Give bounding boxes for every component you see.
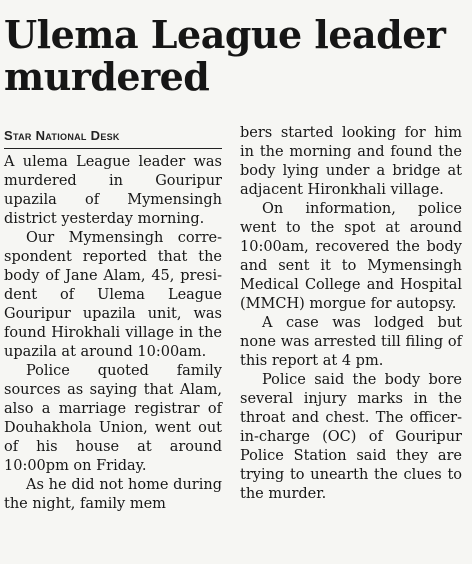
paragraph: A ulema League leader was murdered in Gouripur upazila of Mymensingh district yesterday morning. [4,154,222,227]
headline: Ulema League leader murdered [4,12,446,99]
paragraph: Police said the body bore several injury marks in the throat and chest. The officer-in-charge (OC) of Gouripur Police Station said they are trying to unearth the clues to the murder. [240,372,462,502]
paragraph: Police quoted family sources as saying that Alam, also a marriage registrar of Douhakhola Union, went out of his house at around 10:00pm on Friday. [4,363,222,474]
paragraph: As he did not home during the night, family mem [4,477,222,512]
paragraph: Our Mymensingh correspondent reported that the body of Jane Alam, 45, president of Ulema League Gouripur upazila unit, was found Hirokhali village in the upazila at around 10:00am. [4,230,222,360]
byline-divider [4,148,222,149]
paragraph: On information, police went to the spot at around 10:00am, recovered the body and sent it to Mymensingh Medical College and Hospital (MMCH) morgue for autopsy. [240,201,462,312]
article-column-left [4,128,222,514]
article-column-right [240,124,462,504]
byline: Star National Desk [4,128,120,143]
paragraph: bers started looking for him in the morning and found the body lying under a bridge at adjacent Hironkhali village. [240,125,462,198]
paragraph: A case was lodged but none was arrested till filing of this report at 4 pm. [240,315,462,369]
